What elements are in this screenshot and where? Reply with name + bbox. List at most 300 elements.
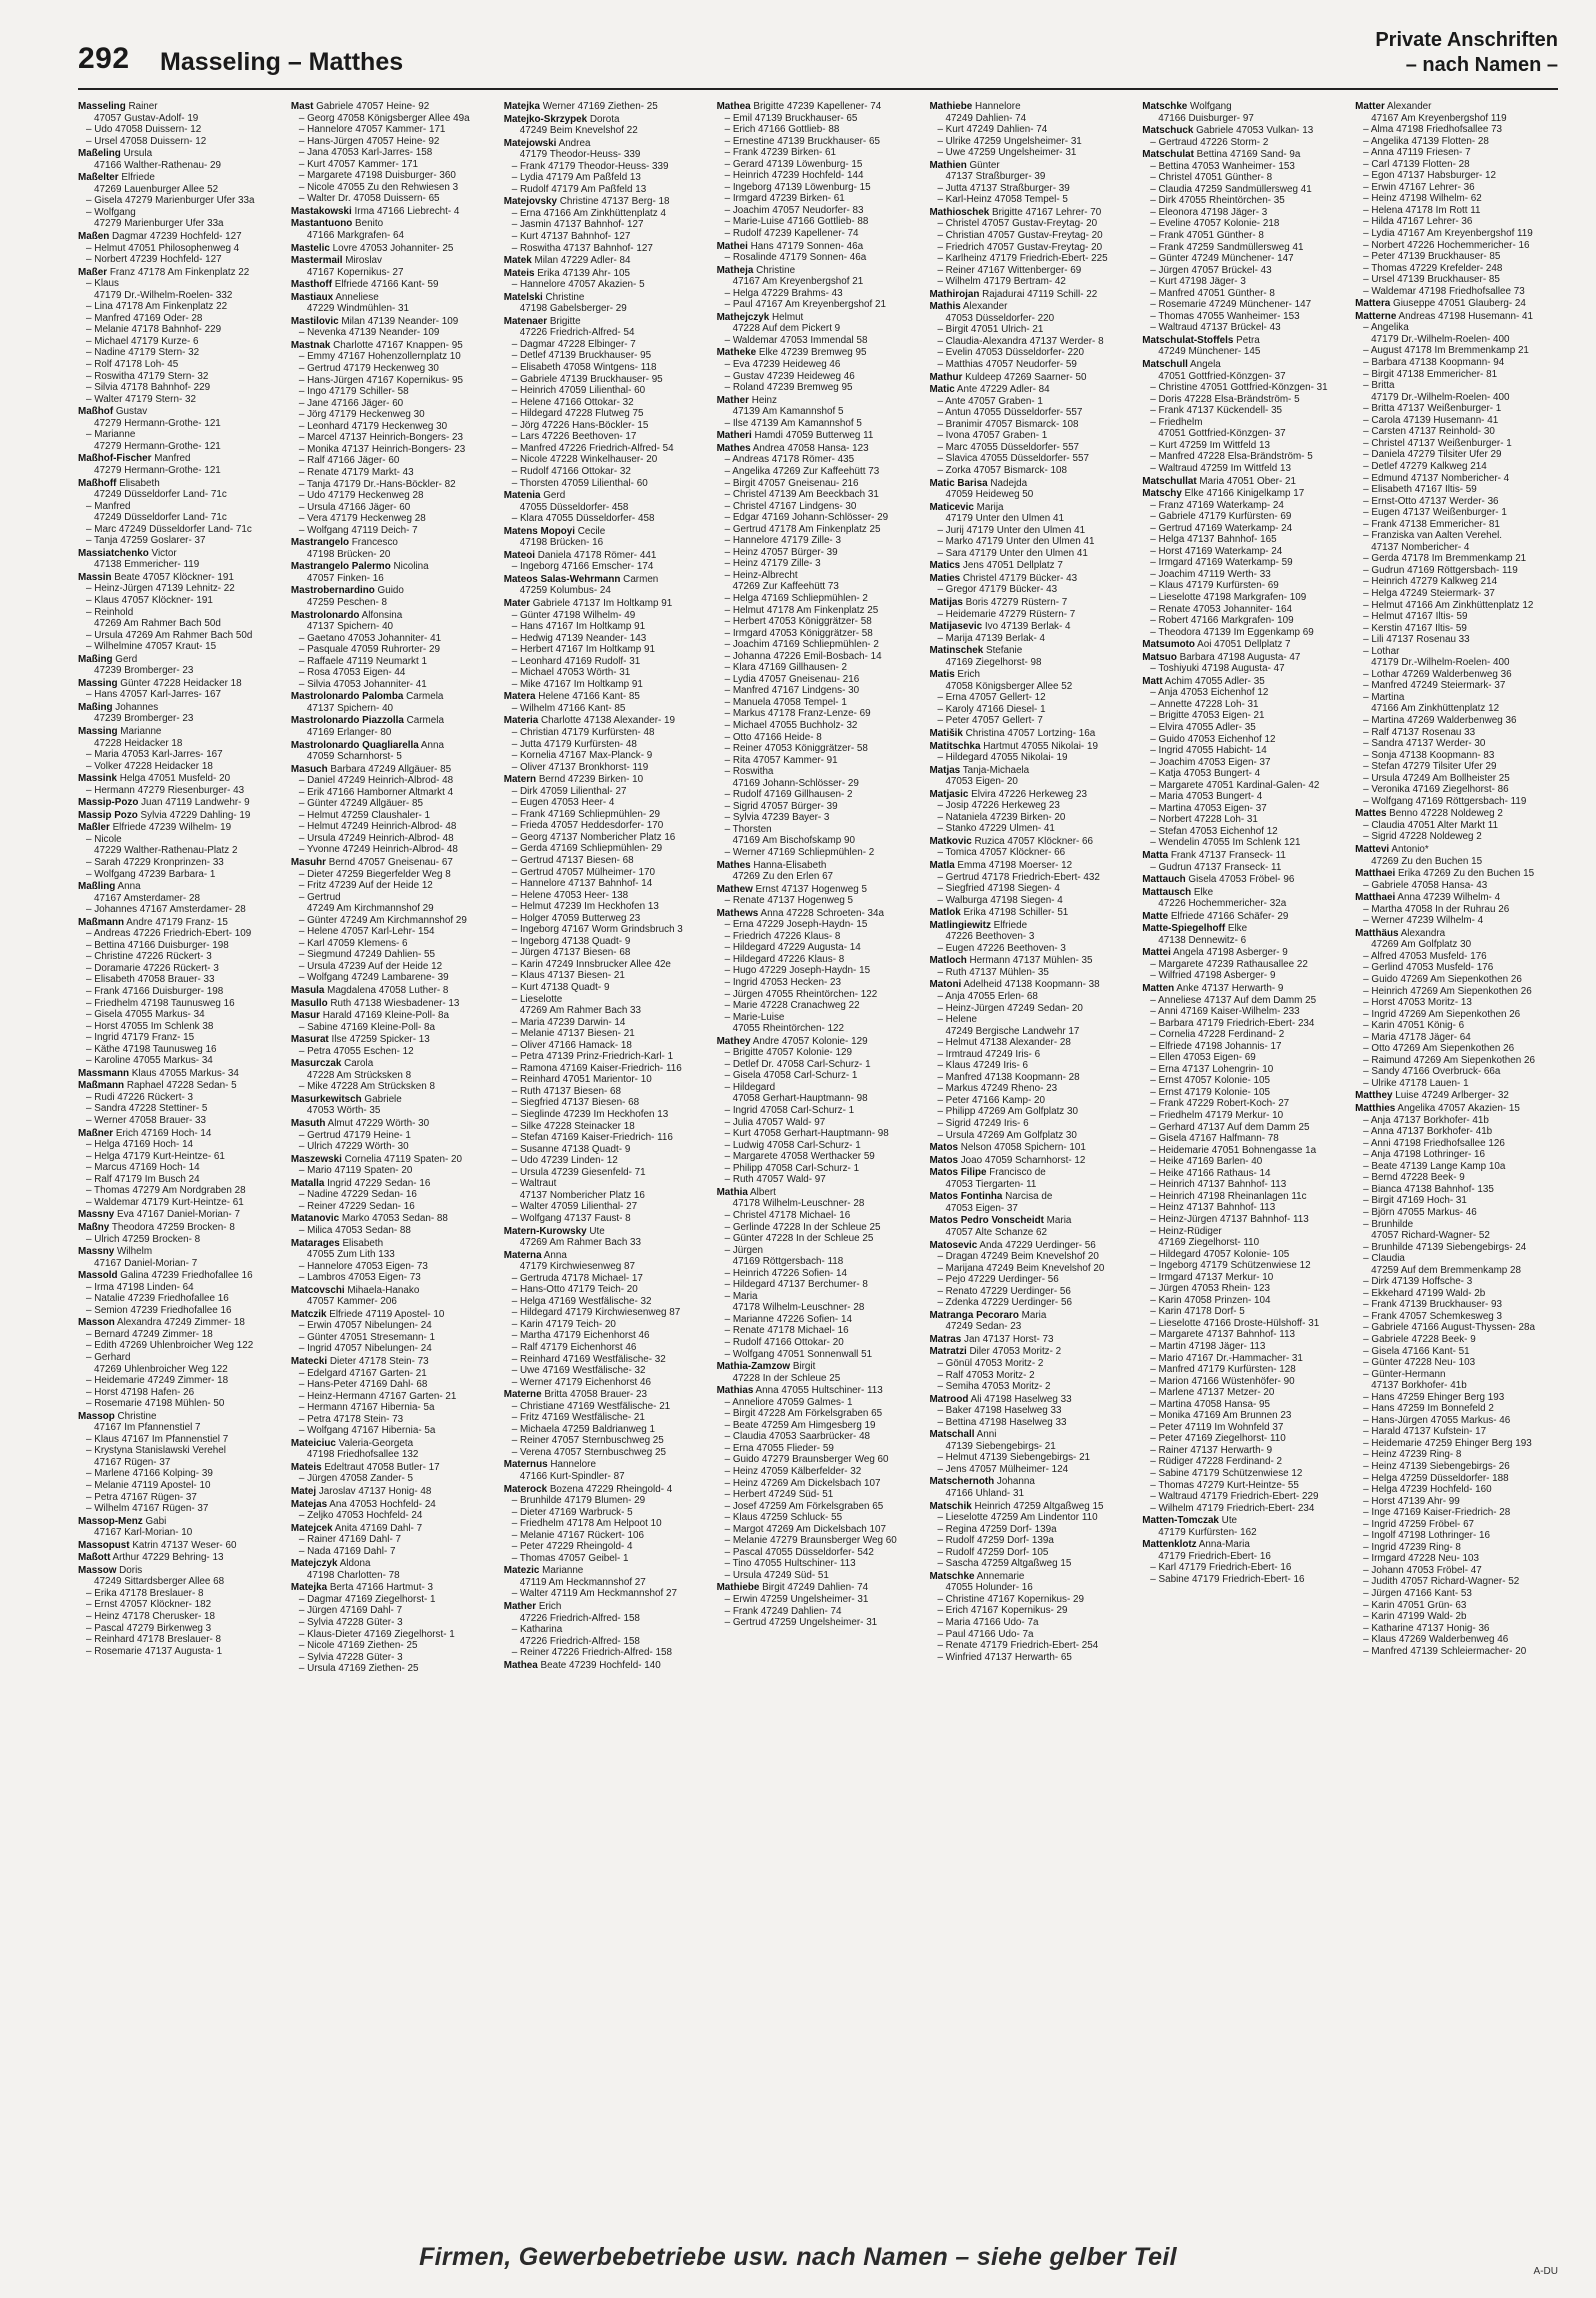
directory-entry: 47259 Auf dem Bremmenkamp 28	[1371, 1264, 1522, 1276]
directory-entry: – Friedrich 47226 Klaus- 8	[724, 930, 841, 942]
directory-entry: – Heinrich 47059 Lilienthal- 60	[511, 385, 646, 397]
directory-entry: – Ursula 47269 Am Golfplatz 30	[937, 1129, 1077, 1141]
directory-entry: Massing Günter 47228 Heidacker 18	[78, 677, 242, 689]
directory-entry: 47239 Bromberger- 23	[94, 665, 194, 677]
directory-entry: Matics Jens 47051 Dellplatz 7	[929, 560, 1063, 572]
directory-entry: – Leonhard 47179 Heckenweg 30	[298, 420, 448, 432]
directory-entry: 47259 Peschen- 8	[306, 596, 388, 608]
directory-entry: – Erna 47229 Joseph-Haydn- 15	[724, 919, 868, 931]
directory-entry: Massmann Klaus 47055 Markus- 34	[78, 1067, 239, 1079]
directory-entry: – Ursula 47166 Jäger- 60	[298, 501, 411, 513]
directory-entry: – Philipp 47058 Carl-Schurz- 1	[724, 1162, 860, 1174]
directory-entry: – Helmut 47259 Claushaler- 1	[298, 809, 431, 821]
directory-entry: – Waltraud 47259 Im Wittfeld 13	[1150, 462, 1291, 474]
directory-entry: – Thomas 47279 Kurt-Heintze- 55	[1150, 1479, 1299, 1491]
directory-entry: – Frank 47139 Bruckhauser- 93	[1363, 1299, 1503, 1311]
directory-entry: – Birgit 47057 Gneisenau- 216	[724, 477, 859, 489]
directory-entry: – Käthe 47198 Taunusweg 16	[86, 1043, 217, 1055]
directory-entry: – Jürgen	[724, 1244, 764, 1256]
directory-entry: – Heinz 47269 Am Dickelsbach 107	[724, 1477, 881, 1489]
directory-entry: – Erwin 47057 Nibelungen- 24	[298, 1320, 432, 1332]
directory-entry: Matanovic Marko 47053 Sedan- 88	[290, 1213, 448, 1225]
directory-entry: – Margarete 47051 Kardinal-Galen- 42	[1150, 779, 1320, 791]
directory-entry: – Helmut 47138 Alexander- 28	[937, 1037, 1071, 1049]
directory-entry: – Sara 47179 Unter den Ulmen 41	[937, 547, 1088, 559]
directory-entry: – Jürgen 47057 Brückel- 43	[1150, 264, 1272, 276]
directory-entry: – Milica 47053 Sedan- 88	[298, 1224, 411, 1236]
directory-entry: – Helene	[937, 1014, 977, 1026]
directory-entry: – Hannelore 47057 Akazien- 5	[511, 279, 645, 291]
directory-entry: 47226 Hochemmericher- 32a	[1158, 898, 1287, 910]
directory-entry: – Karl 47059 Klemens- 6	[298, 937, 408, 949]
directory-entry: – Fritz 47239 Auf der Heide 12	[298, 880, 433, 892]
directory-entry: – Guido 47269 Am Siepenkothen 26	[1363, 974, 1522, 986]
directory-entry: – Winfried 47137 Herwarth- 65	[937, 1651, 1072, 1663]
directory-entry: 47269 Zu den Buchen 15	[1371, 855, 1483, 867]
directory-entry: – Friedrich 47057 Gustav-Freytag- 20	[937, 241, 1103, 253]
directory-entry: Matelski Christine	[503, 291, 585, 303]
directory-entry: – Ruth 47137 Biesen- 68	[511, 1085, 621, 1097]
directory-entry: – Elisabeth 47058 Brauer- 33	[86, 974, 215, 986]
directory-entry: – Paul 47167 Am Kreyenbergshof 21	[724, 299, 886, 311]
directory-entry: – Georg 47058 Königsberger Allee 49a	[298, 112, 470, 124]
directory-entry: – Leonhard 47169 Rudolf- 31	[511, 655, 641, 667]
directory-entry: – Bettina 47053 Wanheimer- 153	[1150, 160, 1295, 172]
directory-entry: – Pejo 47229 Uerdinger- 56	[937, 1274, 1059, 1286]
directory-entry: Masurczak Carola	[290, 1058, 374, 1070]
directory-entry: – Maria 47166 Udo- 7a	[937, 1617, 1039, 1628]
directory-entry: Matlok Erika 47198 Schiller- 51	[929, 907, 1069, 919]
directory-entry: – Lydia 47167 Am Kreyenbergshof 119	[1363, 228, 1533, 240]
directory-entry: Matrood Ali 47198 Haselweg 33	[929, 1393, 1072, 1405]
directory-entry: – Rosa 47053 Eigen- 44	[298, 667, 406, 679]
directory-entry: – Andreas 47178 Römer- 435	[724, 454, 855, 466]
directory-entry: Matic Ante 47229 Adler- 84	[929, 384, 1050, 396]
directory-entry: Mather Heinz	[716, 394, 777, 406]
directory-entry: – Melanie 47279 Braunsberger Weg 60	[724, 1535, 897, 1547]
directory-entry: 47178 Wilhelm-Leuschner- 28	[732, 1198, 865, 1210]
directory-entry: – Kurt 47249 Dahlien- 74	[937, 124, 1048, 136]
directory-entry: – Wilhelm 47179 Bertram- 42	[937, 276, 1066, 288]
directory-entry: – Ursula 47269 Am Rahmer Bach 50d	[86, 629, 253, 641]
directory-entry: – Johanna 47226 Emil-Bosbach- 14	[724, 650, 882, 662]
directory-entry: – Ernst 47179 Kolonie- 105	[1150, 1086, 1270, 1098]
directory-entry: Mathia Albert	[716, 1186, 776, 1198]
directory-entry: – Josip 47226 Herkeweg 23	[937, 800, 1060, 812]
directory-entry: – Edgar 47169 Johann-Schlösser- 29	[724, 512, 889, 524]
directory-entry: Mathien Günter	[929, 159, 1000, 171]
directory-entry: – Lars 47226 Beethoven- 17	[511, 431, 637, 443]
directory-entry: – Walter 47179 Stern- 32	[86, 393, 196, 405]
directory-entry: – Karin 47249 Innsbrucker Allee 42e	[511, 958, 671, 970]
directory-entry: – Reinhard 47178 Breslauer- 8	[86, 1634, 222, 1646]
directory-entry: Matjasic Elvira 47226 Herkeweg 23	[929, 788, 1087, 800]
directory-entry: – Lothar	[1363, 645, 1400, 657]
directory-entry: Matens Mopoyi Cecile	[503, 525, 606, 537]
directory-entry: Massopust Katrin 47137 Weser- 60	[78, 1539, 237, 1551]
directory-entry: – Natalie 47239 Friedhofallee 16	[86, 1293, 229, 1305]
directory-entry: – Rudi 47226 Rückert- 3	[86, 1091, 194, 1103]
directory-entry: Mattes Benno 47228 Noldeweg 2	[1355, 808, 1503, 820]
directory-entry: – Manfred 47249 Steiermark- 37	[1363, 680, 1506, 692]
directory-entry: – Petra 47178 Stein- 73	[298, 1413, 404, 1425]
directory-entry: – Ulrike 47178 Lauen- 1	[1363, 1077, 1469, 1089]
directory-entry: – Ingeborg 47139 Löwenburg- 15	[724, 181, 871, 193]
directory-entry: – Thomas 47057 Geibel- 1	[511, 1552, 629, 1564]
directory-entry: – Detlef 47279 Kalkweg 214	[1363, 460, 1487, 472]
directory-entry: 47059 Heideweg 50	[945, 489, 1034, 501]
directory-entry: Matej Jaroslav 47137 Honig- 48	[290, 1485, 432, 1497]
directory-entry: – Frank 47051 Günther- 8	[1150, 230, 1264, 242]
directory-entry: – Frieda 47057 Heddesdorfer- 170	[511, 820, 664, 832]
directory-entry: – Daniel 47249 Heinrich-Albrod- 48	[298, 775, 454, 787]
directory-entry: – Mario 47119 Spaten- 20	[298, 1165, 413, 1177]
directory-entry: – Joachim 47057 Neudorfer- 83	[724, 204, 864, 216]
directory-entry: – Tanja 47259 Goslarer- 37	[86, 535, 206, 547]
directory-entry: Maßing Gerd	[78, 653, 138, 665]
directory-entry: 47138 Dennewitz- 6	[1158, 934, 1247, 946]
directory-entry: – Irmtraud 47249 Iris- 6	[937, 1048, 1041, 1060]
directory-entry: 47053 Tiergarten- 11	[945, 1178, 1037, 1190]
directory-entry: – Mike 47167 Im Holtkamp 91	[511, 678, 643, 690]
directory-entry: – Petra 47167 Rügen- 37	[86, 1491, 197, 1503]
directory-entry: – Johann 47053 Fröbel- 47	[1363, 1564, 1482, 1576]
directory-entry: Maternus Hannelore	[503, 1459, 596, 1471]
directory-entry: 47269 Zur Kaffeehütt 73	[732, 581, 839, 593]
directory-entry: – Pascal 47279 Birkenweg 3	[86, 1622, 212, 1634]
directory-entry: – Helmut 47139 Siebengebirgs- 21	[937, 1452, 1091, 1464]
directory-entry: – Branimir 47057 Bismarck- 108	[937, 418, 1079, 430]
directory-entry: – Marie 47228 Cranachweg 22	[724, 1000, 860, 1012]
directory-columns	[78, 100, 1558, 2235]
directory-entry: – Heinrich 47198 Rheinanlagen 11c	[1150, 1190, 1307, 1202]
directory-entry: – Sandra 47137 Werder- 30	[1363, 738, 1486, 750]
directory-entry: – Wilhelm 47167 Rügen- 37	[86, 1503, 209, 1515]
directory-entry: 47053 Düsseldorfer- 220	[945, 312, 1055, 324]
directory-entry: Matheja Christine	[716, 264, 796, 276]
directory-entry: – Wilhelmine 47057 Kraut- 15	[86, 641, 217, 653]
directory-entry: – Michael 47055 Buchholz- 32	[724, 719, 858, 731]
directory-entry: Maßmann Andre 47179 Franz- 15	[78, 916, 228, 928]
directory-entry: – Manfred 47179 Kurfürsten- 128	[1150, 1364, 1296, 1376]
directory-entry: – Gerhard 47137 Auf dem Damm 25	[1150, 1121, 1310, 1133]
directory-entry: – Rudolf 47259 Dorf- 139a	[937, 1535, 1054, 1547]
directory-entry: – Bettina 47198 Haselweg 33	[937, 1416, 1067, 1428]
directory-entry: – Brunhilde 47139 Siebengebirgs- 24	[1363, 1241, 1527, 1253]
directory-entry: – Erna 47166 Am Zinkhüttenplatz 4	[511, 207, 666, 219]
directory-entry: Materock Bozena 47229 Rheingold- 4	[503, 1483, 673, 1495]
directory-entry: Matejczyk Aldona	[290, 1558, 371, 1570]
page-number: 292	[78, 42, 130, 75]
directory-entry: – August 47178 Im Bremmenkamp 21	[1363, 345, 1529, 357]
directory-entry: Mastelic Lovre 47053 Johanniter- 25	[290, 242, 454, 254]
directory-entry: – Heinrich 47137 Bahnhof- 113	[1150, 1179, 1287, 1191]
directory-entry: – Horst 47169 Waterkamp- 24	[1150, 545, 1283, 557]
directory-entry: – Günter 47228 In der Schleue 25	[724, 1233, 874, 1245]
directory-entry: – Rosemarie 47137 Augusta- 1	[86, 1645, 223, 1657]
directory-entry: – Heike 47169 Barlen- 40	[1150, 1156, 1263, 1168]
directory-entry: – Reinhard 47169 Westfälische- 32	[511, 1353, 666, 1365]
directory-entry: 47139 Am Kamannshof 5	[732, 406, 844, 418]
directory-entry: – Theodora 47139 Im Eggenkamp 69	[1150, 626, 1314, 638]
directory-entry: 47198 Charlotten- 78	[306, 1569, 400, 1581]
directory-entry: Matla Emma 47198 Moerser- 12	[929, 860, 1073, 871]
directory-entry: – Udo 47179 Heckenweg 28	[298, 490, 424, 502]
directory-entry: – Claudia	[1363, 1253, 1405, 1265]
directory-entry: – Ekkehard 47199 Wald- 2b	[1363, 1287, 1486, 1299]
directory-entry: – Ingo 47179 Schiller- 58	[298, 386, 409, 398]
directory-entry: – Erna 47137 Lohengrin- 10	[1150, 1063, 1274, 1075]
directory-entry: – Werner 47169 Schliepmühlen- 2	[724, 847, 875, 858]
directory-entry: – Detlef Dr. 47058 Carl-Schurz- 1	[724, 1058, 871, 1070]
directory-entry: Massop Christine	[78, 1410, 157, 1422]
directory-entry: – Hans-Peter 47169 Dahl- 68	[298, 1379, 428, 1391]
directory-entry: – Claudia 47259 Sandmüllersweg 41	[1150, 183, 1312, 195]
directory-entry: 47269 Uhlenbroicher Weg 122	[94, 1363, 228, 1375]
directory-entry: 47239 Bromberger- 23	[94, 713, 194, 725]
directory-entry: – Waltraut	[511, 1178, 557, 1190]
directory-entry: Mathea Brigitte 47239 Kapellener- 74	[716, 101, 882, 112]
directory-entry: – Klaus 47259 Schluck- 55	[724, 1512, 843, 1524]
directory-entry: – Harald 47137 Kufstein- 17	[1363, 1426, 1487, 1438]
directory-entry: Massing Marianne	[78, 725, 162, 737]
directory-entry: Massiatchenko Victor	[78, 547, 177, 559]
directory-entry: 47269 Zu den Erlen 67	[732, 871, 834, 883]
directory-entry: – Gertrud 47057 Mülheimer- 170	[511, 866, 655, 878]
directory-entry: – Melanie 47167 Rückert- 106	[511, 1529, 645, 1541]
directory-entry: – Gregor 47179 Bücker- 43	[937, 584, 1058, 596]
directory-entry: – Guido 47053 Eichenhof 12	[1150, 733, 1276, 745]
directory-entry: 47055 Düsseldorfer- 458	[519, 501, 629, 513]
directory-entry: Matejcek Anita 47169 Dahl- 7	[290, 1522, 423, 1534]
directory-entry: – Heinrich 47239 Hochfeld- 144	[724, 170, 864, 182]
directory-entry: – Sandy 47166 Overbruck- 66a	[1363, 1066, 1501, 1078]
directory-entry: – Alma 47198 Friedhofsallee 73	[1363, 124, 1503, 136]
directory-entry: – Lydia 47057 Gneisenau- 216	[724, 673, 860, 685]
directory-column	[1142, 100, 1345, 2235]
directory-entry: – Jörg 47226 Hans-Böckler- 15	[511, 419, 649, 431]
corner-code: A-DU	[1533, 2266, 1558, 2277]
directory-entry: – Dagmar 47228 Elbinger- 7	[511, 338, 636, 350]
directory-entry: – Michael 47053 Wörth- 31	[511, 667, 631, 679]
directory-entry: – Klara 47169 Gillhausen- 2	[724, 662, 847, 674]
directory-entry: – Karoly 47166 Diesel- 1	[937, 703, 1046, 715]
directory-entry: Mastilovic Milan 47139 Neander- 109	[290, 315, 459, 327]
directory-entry: – Silvia 47053 Johanniter- 41	[298, 678, 427, 690]
directory-entry: – Herbert 47167 Im Holtkamp 91	[511, 644, 655, 656]
directory-entry: – Reiner 47229 Sedan- 16	[298, 1200, 415, 1212]
directory-entry: – Wolfgang 47169 Röttgersbach- 119	[1363, 795, 1527, 807]
directory-entry: – Michaela 47259 Baldrianweg 1	[511, 1423, 656, 1435]
directory-entry: – Sigrid 47228 Noldeweg 2	[1363, 831, 1482, 843]
directory-entry: – Claudia-Alexandra 47137 Werder- 8	[937, 335, 1104, 347]
directory-entry: – Slavica 47055 Düsseldorfer- 557	[937, 453, 1089, 465]
directory-entry: Mathiebe Birgit 47249 Dahlien- 74	[716, 1582, 869, 1594]
directory-entry: Matos Fontinha Narcisa de	[929, 1191, 1053, 1203]
directory-entry: – Horst 47139 Ahr- 99	[1363, 1495, 1460, 1507]
directory-entry: – Lydia 47179 Am Paßfeld 13	[511, 172, 641, 184]
directory-entry: – Sieglinde 47239 Im Heckhofen 13	[511, 1109, 669, 1121]
directory-entry: Mateiciuc Valeria-Georgeta	[290, 1437, 414, 1449]
directory-entry: Mateis Edeltraut 47058 Butler- 17	[290, 1461, 440, 1473]
directory-entry: – Ernestine 47139 Bruckhauser- 65	[724, 135, 880, 147]
directory-entry: – Manfred 47228 Elsa-Brändström- 5	[1150, 451, 1313, 463]
directory-entry: – Kurt 47198 Jäger- 3	[1150, 276, 1246, 288]
directory-entry: – Rudolf 47166 Ottokar- 32	[511, 465, 631, 477]
directory-entry: – Maria 47178 Jäger- 64	[1363, 1031, 1471, 1043]
directory-entry: – Margarete 47198 Duisburger- 360	[298, 170, 456, 182]
directory-entry: – Klaus 47167 Im Pfannenstiel 7	[86, 1433, 229, 1445]
directory-entry: – Helmut 47051 Philosophenweg 4	[86, 242, 240, 254]
directory-entry: 47226 Friedrich-Alfred- 54	[519, 327, 635, 339]
directory-entry: – Daniela 47279 Tilsiter Ufer 29	[1363, 449, 1502, 461]
directory-entry: 47053 Eigen- 37	[945, 1202, 1018, 1214]
directory-entry: – Ingeborg 47138 Quadt- 9	[511, 935, 631, 947]
directory-entry: – Ante 47057 Graben- 1	[937, 395, 1043, 407]
directory-entry: – Birgit 47051 Ulrich- 21	[937, 324, 1044, 336]
directory-entry: – Elfriede 47198 Johannis- 17	[1150, 1040, 1282, 1052]
directory-entry: 47228 In der Schleue 25	[732, 1372, 841, 1384]
directory-entry: – Heinz-Albrecht	[724, 569, 798, 581]
directory-entry: – Yvonne 47249 Heinrich-Albrod- 48	[298, 844, 458, 856]
directory-entry: Mathes Andrea 47058 Hansa- 123	[716, 442, 869, 454]
directory-entry: Mastermail Miroslav	[290, 255, 382, 267]
directory-entry: – Melanie 47137 Biesen- 21	[511, 1028, 635, 1040]
directory-entry: 47249 Dahlien- 74	[945, 112, 1027, 124]
directory-entry: – Hildegard 47057 Kolonie- 105	[1150, 1248, 1290, 1260]
directory-entry: – Anja 47137 Borkhofer- 41b	[1363, 1114, 1489, 1126]
directory-entry: – Nadine 47229 Sedan- 16	[298, 1189, 417, 1201]
directory-entry: 47058 Gerhart-Hauptmann- 98	[732, 1093, 868, 1105]
directory-entry: – Klaus 47137 Biesen- 21	[511, 970, 625, 982]
directory-entry: – Ursula 47239 Auf der Heide 12	[298, 960, 443, 972]
directory-entry: 47166 Markgrafen- 64	[306, 230, 405, 242]
directory-entry: 47198 Brücken- 16	[519, 537, 604, 549]
directory-entry: 47137 Nombericher- 4	[1371, 541, 1470, 553]
directory-entry: Matcovschi Mihaela-Hanako	[290, 1284, 420, 1296]
directory-entry: Mastakowski Irma 47166 Liebrecht- 4	[290, 205, 460, 217]
directory-entry: 47167 Am Kreyenbergshof 119	[1371, 112, 1507, 124]
directory-entry: Mathew Ernst 47137 Hogenweg 5	[716, 883, 867, 895]
directory-entry: – Katharine 47137 Honig- 36	[1363, 1622, 1490, 1634]
directory-entry: – Toshiyuki 47198 Augusta- 47	[1150, 663, 1285, 675]
directory-entry: – Mike 47228 Am Strücksken 8	[298, 1081, 435, 1093]
directory-entry: 47139 Siebengebirgs- 21	[945, 1440, 1056, 1452]
directory-entry: Maßhoff Elisabeth	[78, 477, 160, 489]
directory-entry: – Frank 47057 Schemkesweg 3	[1363, 1310, 1503, 1322]
directory-entry: Matejka Werner 47169 Ziethen- 25	[503, 101, 658, 112]
directory-entry: 47249 Bergische Landwehr 17	[945, 1025, 1080, 1037]
directory-entry: – Manfred 47169 Oder- 28	[86, 312, 203, 324]
directory-entry: Maßler Elfriede 47239 Wilhelm- 19	[78, 822, 232, 834]
directory-entry: 47058 Königsberger Allee 52	[945, 680, 1073, 692]
directory-entry: Matlingiewitz Elfriede	[929, 919, 1028, 931]
directory-entry: – Claudia 47051 Alter Markt 11	[1363, 819, 1499, 831]
directory-entry: 47119 Am Heckmannshof 27	[519, 1576, 646, 1588]
directory-entry: – Lieselotte 47259 Am Lindentor 110	[937, 1512, 1098, 1524]
directory-entry: – Siegfried 47137 Biesen- 68	[511, 1097, 640, 1109]
directory-entry: – Antun 47055 Düsseldorfer- 557	[937, 407, 1083, 419]
directory-entry: – Reiner 47167 Wittenberger- 69	[937, 264, 1082, 276]
directory-entry: – Gisela 47055 Markus- 34	[86, 1009, 205, 1021]
directory-column	[1355, 100, 1558, 2235]
directory-entry: – Hans-Jürgen 47167 Kopernikus- 95	[298, 374, 463, 386]
directory-entry: Matitschka Hartmut 47055 Nikolai- 19	[929, 740, 1098, 752]
directory-entry: – Ingrid 47055 Habicht- 14	[1150, 745, 1267, 757]
directory-entry: – Klaus 47179 Kurfürsten- 69	[1150, 580, 1279, 592]
directory-entry: – Petra 47139 Prinz-Friedrich-Karl- 1	[511, 1051, 674, 1063]
directory-entry: Matarages Elisabeth	[290, 1237, 384, 1249]
directory-entry: – Rosalinde 47179 Sonnen- 46a	[724, 252, 867, 264]
directory-entry: – Eugen 47226 Beethoven- 3	[937, 942, 1066, 954]
directory-entry: Matern-Kurowsky Ute	[503, 1225, 605, 1237]
directory-entry: – Manuela 47058 Tempel- 1	[724, 696, 847, 708]
directory-entry: Matek Milan 47229 Adler- 84	[503, 255, 631, 267]
directory-entry: – Wolfgang 47119 Deich- 7	[298, 524, 418, 536]
directory-entry: 47169 Johann-Schlösser- 29	[732, 777, 859, 789]
directory-entry: – Nadine 47179 Stern- 32	[86, 347, 200, 359]
directory-entry: – Wilfried 47198 Asberger- 9	[1150, 970, 1276, 982]
directory-entry: 47228 Auf dem Pickert 9	[732, 323, 841, 335]
directory-entry: – Gisela 47167 Halfmann- 78	[1150, 1133, 1279, 1145]
directory-entry: 47166 Am Zinkhüttenplatz 12	[1371, 703, 1500, 715]
directory-entry: – Waldemar 47198 Friedhofsallee 73	[1363, 285, 1525, 297]
directory-entry: Maßmann Raphael 47228 Sedan- 5	[78, 1080, 237, 1092]
directory-entry: – Marcus 47169 Hoch- 14	[86, 1162, 200, 1174]
directory-entry: – Zdenka 47229 Uerdinger- 56	[937, 1297, 1072, 1309]
directory-entry: Mastantuono Benito	[290, 218, 384, 230]
directory-entry: Matte-Spiegelhoff Elke	[1142, 923, 1248, 935]
section-title-line-1: Private Anschriften	[1375, 29, 1558, 51]
directory-entry: – Marlene 47166 Kolping- 39	[86, 1468, 213, 1480]
section-title	[1375, 28, 1558, 78]
directory-entry: Matt Achim 47055 Adler- 35	[1142, 675, 1265, 687]
directory-entry: – Karoline 47055 Markus- 34	[86, 1055, 213, 1067]
directory-entry: – Jörg 47179 Heckenweg 30	[298, 409, 425, 421]
directory-entry: Matta Frank 47137 Franseck- 11	[1142, 850, 1286, 861]
directory-entry: – Franz 47169 Waterkamp- 24	[1150, 499, 1284, 511]
directory-entry: – Karin 47199 Wald- 2b	[1363, 1611, 1467, 1623]
directory-entry: – Rolf 47178 Loh- 45	[86, 359, 179, 371]
directory-entry: Mastrangelo Palermo Nicolina	[290, 561, 429, 573]
directory-entry: – Hildegard 47179 Kirchwiesenweg 87	[511, 1307, 681, 1319]
directory-entry: Mastrobernardino Guido	[290, 585, 404, 597]
directory-entry: – Hans-Jürgen 47055 Markus- 46	[1363, 1414, 1511, 1426]
directory-entry: – Philipp 47269 Am Golfplatz 30	[937, 1106, 1078, 1118]
directory-entry: – Frank 47259 Sandmüllersweg 41	[1150, 241, 1304, 253]
directory-entry: – Gerda 47169 Schliepmühlen- 29	[511, 843, 663, 855]
directory-entry: – Ingolf 47198 Lothringer- 16	[1363, 1530, 1490, 1542]
directory-entry: – Walter 47119 Am Heckmannshof 27	[511, 1588, 677, 1600]
directory-entry: – Marie-Luise 47166 Gottlieb- 88	[724, 216, 869, 228]
directory-entry: – Wolfgang	[86, 206, 136, 218]
directory-entry: – Gertraud 47226 Storm- 2	[1150, 136, 1269, 148]
directory-entry: – Uwe 47169 Westfälische- 32	[511, 1365, 646, 1377]
directory-entry: – Sonja 47138 Koopmann- 83	[1363, 749, 1495, 761]
directory-entry: – Georg 47137 Nombericher Platz 16	[511, 831, 676, 843]
directory-entry: – Ingeborg 47167 Worm Grindsbruch 3	[511, 924, 683, 936]
directory-entry: Materne Britta 47058 Brauer- 23	[503, 1389, 647, 1401]
directory-entry: 47179 Kurfürsten- 162	[1158, 1526, 1257, 1538]
directory-entry: – Josef 47259 Am Förkelsgraben 65	[724, 1500, 884, 1512]
directory-entry: – Ruth 47137 Mühlen- 35	[937, 966, 1049, 978]
directory-entry: – Gerda 47178 Im Bremmenkamp 21	[1363, 553, 1527, 565]
directory-entry: – Wolfgang 47249 Lambarene- 39	[298, 972, 449, 984]
directory-entry: – Karin 47051 König- 6	[1363, 1020, 1465, 1032]
directory-entry: – Björn 47055 Markus- 46	[1363, 1206, 1477, 1218]
directory-entry: 47179 Dr.-Wilhelm-Roelen- 400	[1371, 657, 1510, 669]
directory-entry: – Helmut 47178 Am Finkenplatz 25	[724, 604, 879, 616]
